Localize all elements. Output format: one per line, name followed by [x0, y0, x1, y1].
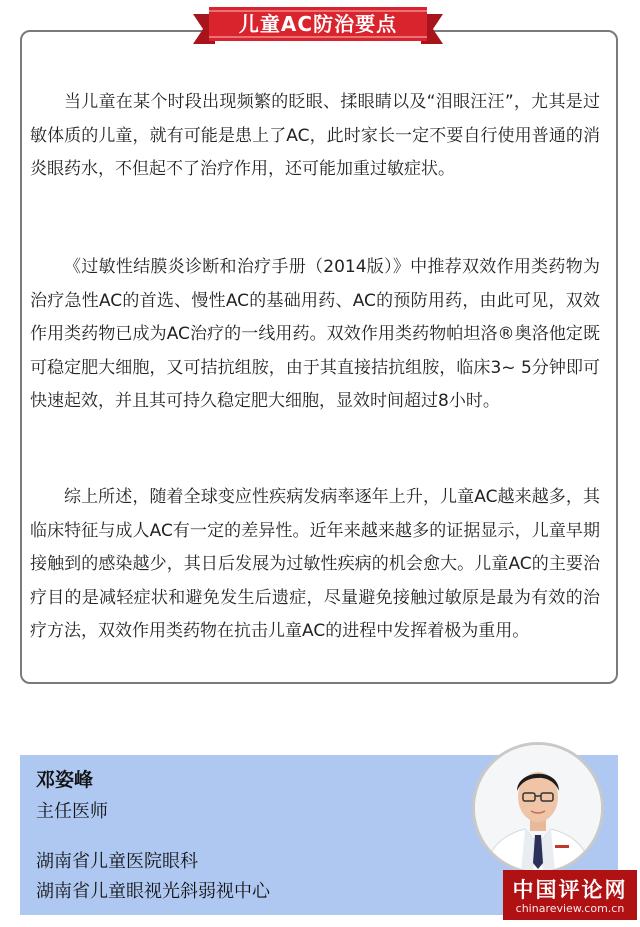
author-name: 邓姿峰 — [36, 769, 94, 791]
doctor-portrait-icon — [475, 745, 601, 871]
author-organization-1: 湖南省儿童医院眼科 — [36, 851, 198, 872]
author-avatar — [472, 742, 604, 874]
author-organization-2: 湖南省儿童眼视光斜弱视中心 — [36, 881, 270, 902]
author-title: 主任医师 — [36, 801, 108, 822]
paragraph-1: 当儿童在某个时段出现频繁的眨眼、揉眼睛以及“泪眼汪汪”，尤其是过敏体质的儿童，就有可能是患上了AC，此时家长一定不要自行使用普通的消炎眼药水，不但起不了治疗作用，还可能加重过敏症状。 — [30, 92, 600, 179]
watermark-url: chinareview.com.cn — [515, 902, 625, 915]
paragraph-3: 综上所述，随着全球变应性疾病发病率逐年上升，儿童AC越来越多，其临床特征与成人AC有一定的差异性。近年来越来越多的证据显示，儿童早期接触到的感染越少，其日后发展为过敏性疾病的机会愈大。儿童AC的主要治疗目的是减轻症状和避免发生后遗症，尽量避免接触过敏原是最为有效的治疗方法，双效作用类药物在抗击儿童AC的进程中发挥着极为重用。 — [30, 487, 600, 641]
watermark-logo-text: 中国评论网 — [512, 878, 628, 902]
title-banner — [193, 4, 443, 48]
site-watermark — [503, 870, 637, 920]
paragraph-2: 《过敏性结膜炎诊断和治疗手册（2014版）》中推荐双效作用类药物为治疗急性AC的首选、慢性AC的基础用药、AC的预防用药，由此可见，双效作用类药物已成为AC治疗的一线用药。双效作用类药物帕坦洛®奥洛他定既可稳定肥大细胞，又可拮抗组胺，由于其直接拮抗组胺，临床3~ 5分钟即可快速起效，并且其可持久稳定肥大细胞，显效时间超过8小时。 — [30, 257, 600, 411]
banner-title: 儿童AC防治要点 — [238, 12, 398, 36]
